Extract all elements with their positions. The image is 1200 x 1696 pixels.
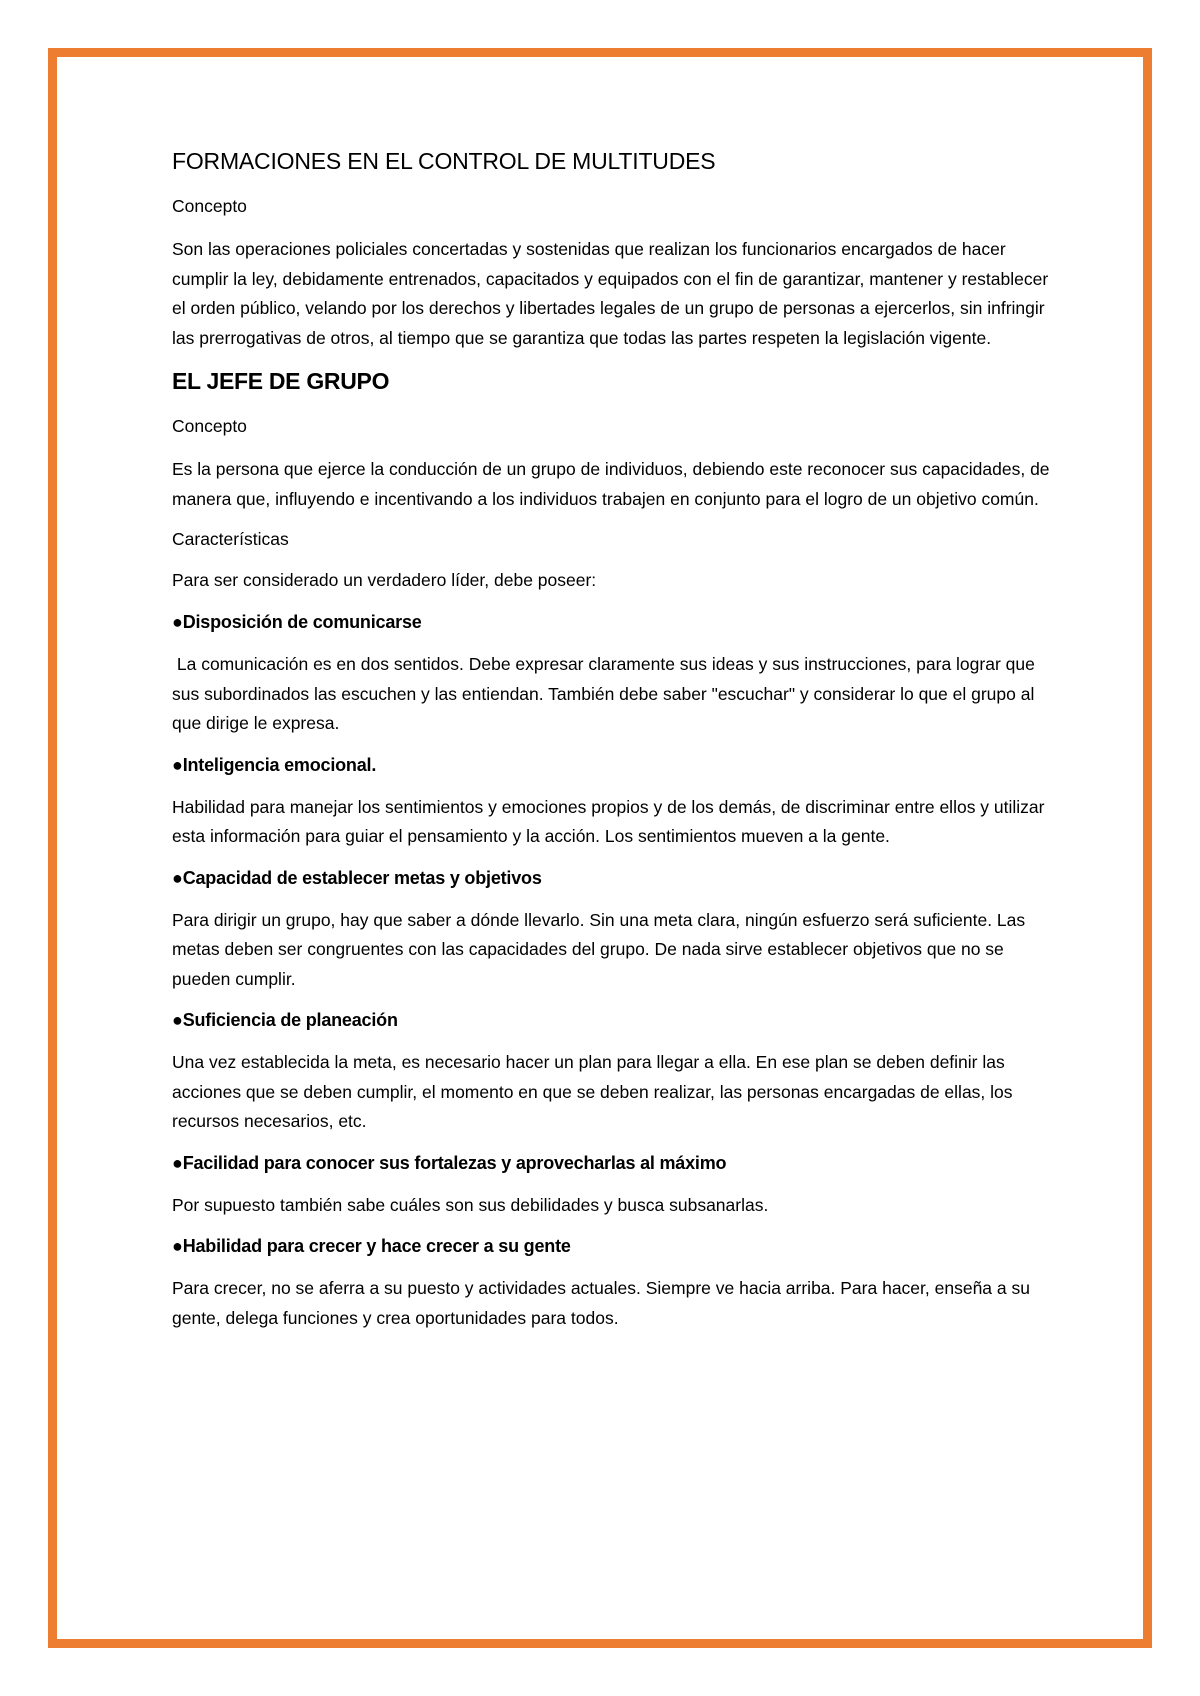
bullet-icon: ● (172, 754, 183, 775)
trait-title-text: Habilidad para crecer y hace crecer a su gente (182, 1236, 571, 1256)
trait-text: Una vez establecida la meta, es necesario hacer un plan para llegar a ella. En ese plan se deben definir las acciones que se deben cumplir, el momento en que se deben realizar, las personas encargadas de ellas, los recursos necesarios, etc. (172, 1052, 1013, 1131)
trait-title-text: Suficiencia de planeación (182, 1010, 398, 1030)
trait-title-text: Inteligencia emocional. (182, 754, 377, 775)
trait-title (172, 609, 1052, 635)
section-concept-text: Es la persona que ejerce la conducción de un grupo de individuos, debiendo este reconocer sus capacidades, de manera que, influyendo e incentivando a los individuos trabajen en conjunto para el logro de un objetivo común. (172, 459, 1050, 509)
trait-title (172, 1007, 1052, 1033)
bullet-icon: ● (172, 1010, 183, 1030)
trait-item (172, 609, 1052, 739)
trait-title (172, 1150, 1052, 1176)
traits-label: Características (172, 529, 289, 549)
trait-title (172, 865, 1052, 891)
trait-text: Para crecer, no se aferra a su puesto y actividades actuales. Siempre ve hacia arriba. Para hacer, enseña a su gente, delega funciones y crea oportunidades para todos. (172, 1278, 1030, 1328)
intro-concept-label: Concepto (172, 196, 247, 216)
bullet-icon: ● (172, 867, 183, 888)
trait-text: Por supuesto también sabe cuáles son sus debilidades y busca subsanarlas. (172, 1194, 769, 1215)
trait-title (172, 1233, 1052, 1259)
section-concept-label: Concepto (172, 416, 247, 436)
trait-text: La comunicación es en dos sentidos. Debe expresar claramente sus ideas y sus instrucciones, para lograr que sus subordinados las escuchen y las entiendan. También debe saber "escuchar" y considerar lo que el grupo al que dirige le expresa. (172, 654, 1040, 733)
intro-concept-text: Son las operaciones policiales concertadas y sostenidas que realizan los funcionarios encargados de hacer cumplir la ley, debidamente entrenados, capacitados y equipados con el fin de garantizar, mantener y restablecer el orden público, velando por los derechos y libertades legales de un grupo de personas a ejercerlos, sin infringir las prerrogativas de otros, al tiempo que se garantiza que todas las partes respeten la legislación vigente. (172, 239, 1049, 348)
trait-item (172, 865, 1052, 995)
trait-title-text: Capacidad de establecer metas y objetivos (182, 867, 542, 888)
trait-title-text: Facilidad para conocer sus fortalezas y aprovecharlas al máximo (182, 1152, 727, 1173)
bullet-icon: ● (172, 1236, 183, 1256)
trait-text: Habilidad para manejar los sentimientos y emociones propios y de los demás, de discriminar entre ellos y utilizar esta información para guiar el pensamiento y la acción. Los sentimientos mueven a la gente. (172, 796, 1045, 846)
trait-item (172, 1233, 1052, 1333)
document-body (172, 146, 1052, 1346)
trait-title-text: Disposición de comunicarse (182, 612, 422, 632)
section-title: EL JEFE DE GRUPO (172, 368, 390, 394)
traits-intro: Para ser considerado un verdadero líder, debe poseer: (172, 570, 597, 590)
trait-item (172, 1007, 1052, 1137)
trait-title (172, 752, 1052, 778)
trait-item (172, 752, 1052, 852)
bullet-icon: ● (172, 612, 183, 632)
document-title: FORMACIONES EN EL CONTROL DE MULTITUDES (172, 148, 716, 174)
bullet-icon: ● (172, 1152, 183, 1173)
trait-item (172, 1150, 1052, 1221)
trait-text: Para dirigir un grupo, hay que saber a dónde llevarlo. Sin una meta clara, ningún esfuerzo será suficiente. Las metas deben ser congruentes con las capacidades del grupo. De nada sirve establecer objetivos que no se pueden cumplir. (172, 909, 1026, 989)
